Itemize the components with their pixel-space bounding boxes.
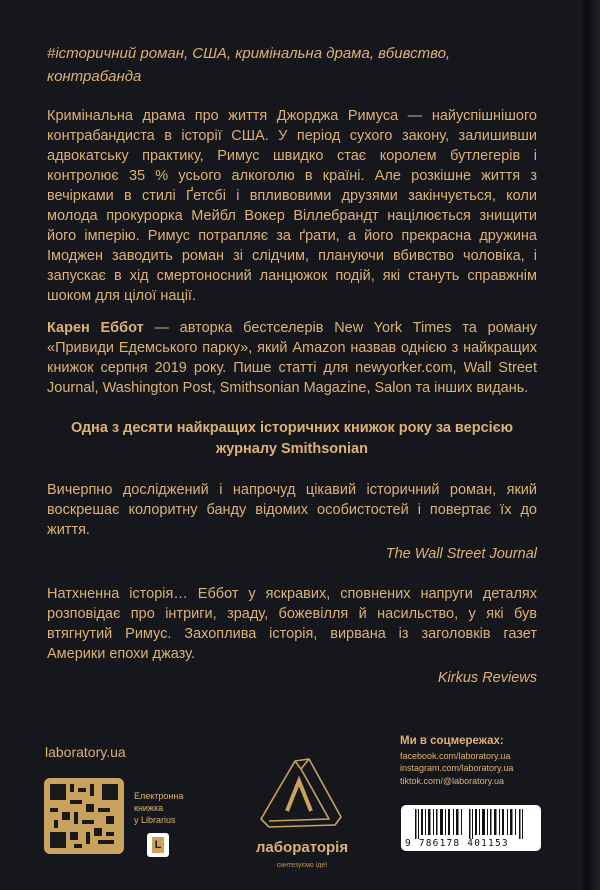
publisher-slogan: синтезуємо ідеї	[276, 862, 328, 869]
qr-code[interactable]	[44, 778, 124, 854]
review-text: Вичерпно досліджений і напрочуд цікавий історичний роман, який воскрешає колоритну банду відомих особистостей і повертає їх до життя.	[47, 482, 537, 538]
barcode-icon	[415, 809, 527, 839]
genre-tags: #історичний роман, США, кримінальна драма, вбивство, контрабанда	[47, 45, 451, 85]
book-spine-edge	[578, 0, 600, 890]
isbn-number: 9 786178 401153	[405, 838, 509, 849]
isbn-barcode	[401, 805, 541, 851]
ebook-line: книжка	[134, 803, 164, 813]
book-description: Кримінальна драма про життя Джорджа Римуса — найуспішнішого контрабандиста в історії США. У період сухого закону, залишивши адвокатську практику, Римус швидко стає королем бутлегерів і контролює 35 % усього алкоголю в країні. Але розкішне життя з вечірками в стилі Ґетсбі і впливовими друзями закінчується, коли молода прокурорка Мейбл Вокер Віллебрандт націлюється знищити його імперію. Римус потрапляє за ґрати, а його прекрасна дружина Імоджен заводить роман зі слідчим, плануючи вбивство чоловіка, і запускає в хід смертоносний ланцюжок подій, які стануть справжнім шоком для цілої нації.	[47, 108, 537, 304]
review-source: Kirkus Reviews	[437, 670, 537, 686]
social-link-facebook[interactable]: facebook.com/laboratory.ua	[400, 750, 511, 761]
social-link-tiktok[interactable]: tiktok.com/@laboratory.ua	[400, 775, 505, 786]
social-links	[400, 735, 513, 787]
qr-code-icon	[50, 784, 118, 848]
author-bio	[47, 318, 537, 398]
librarius-icon	[147, 833, 169, 857]
social-link-instagram[interactable]: instagram.com/laboratory.ua	[400, 763, 514, 773]
review-source: The Wall Street Journal	[385, 546, 537, 562]
award-note: Одна з десяти найкращих історичних книжок року за версією журналу Smithsonian	[70, 420, 514, 457]
ebook-line: Електронна	[134, 791, 184, 801]
author-name: Карен Еббот	[47, 320, 144, 336]
publisher-logo-icon	[255, 755, 345, 835]
publisher-name: лабораторія	[255, 839, 349, 856]
librarius-letter: L	[152, 837, 164, 853]
review-text: Натхненна історія… Еббот у яскравих, сповнених напруги деталях розповідає про інтриги, зраду, божевілля й насильство, у які був втягнутий Римус. Захоплива історія, вирвана із заголовків газет Америки епохи джазу.	[47, 586, 537, 662]
publisher-website[interactable]: laboratory.ua	[45, 744, 126, 760]
ebook-note	[134, 790, 183, 826]
social-heading: Ми в соцмережах:	[400, 735, 504, 747]
ebook-line: у Librarius	[134, 815, 176, 825]
main-text-column	[47, 42, 537, 688]
author-bio-text: — авторка бестселерів New York Times та роману «Привиди Едемського парку», який Amazon назвав однією з найкращих книжок серпня 2019 року. Пише статті для newyorker.com, Wall Street Journal, Washington Post, Smithsonian Magazine, Salon та інших видань.	[47, 320, 537, 396]
